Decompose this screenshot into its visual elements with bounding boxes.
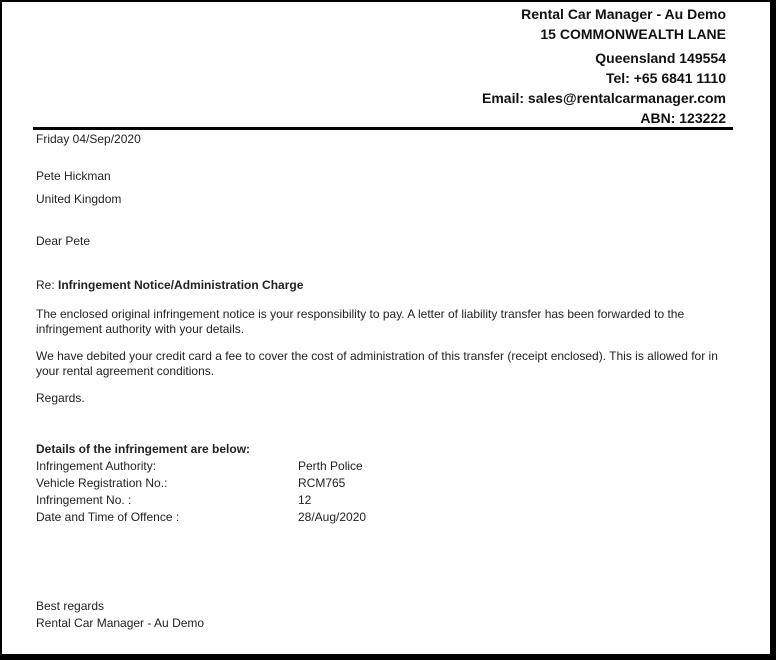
detail-label-authority: Infringement Authority: <box>36 459 157 473</box>
regards-text: Regards. <box>36 391 85 405</box>
recipient-name: Pete Hickman <box>36 169 111 183</box>
company-region: Queensland 149554 <box>595 50 726 66</box>
detail-label-registration: Vehicle Registration No.: <box>36 476 168 490</box>
closing-text: Best regards <box>36 599 105 613</box>
recipient-country: United Kingdom <box>36 192 122 206</box>
letter-date: Friday 04/Sep/2020 <box>36 132 141 146</box>
letter-document <box>2 2 774 658</box>
header-divider <box>33 127 733 130</box>
detail-label-offence-date: Date and Time of Offence : <box>36 510 180 524</box>
salutation: Dear Pete <box>36 234 91 248</box>
detail-value-authority: Perth Police <box>298 459 363 473</box>
detail-value-infringement-no: 12 <box>298 493 312 507</box>
paragraph-liability: The enclosed original infringement notice is your responsibility to pay. A letter of liability transfer has been forwarded to the infringement authority with your details. <box>36 307 685 336</box>
company-address: 15 COMMONWEALTH LANE <box>540 26 726 42</box>
company-name: Rental Car Manager - Au Demo <box>521 6 726 22</box>
subject-text: Infringement Notice/Administration Charge <box>58 278 304 292</box>
subject-line <box>36 278 303 292</box>
detail-value-registration: RCM765 <box>298 476 346 490</box>
company-abn: ABN: 123222 <box>640 110 726 126</box>
company-email: Email: sales@rentalcarmanager.com <box>482 90 726 106</box>
company-phone: Tel: +65 6841 1110 <box>605 70 726 86</box>
signature-text: Rental Car Manager - Au Demo <box>36 616 205 630</box>
detail-label-infringement-no: Infringement No. : <box>36 493 132 507</box>
paragraph-admin-fee: We have debited your credit card a fee to cover the cost of administration of this transfer (receipt enclosed). This is allowed for in your rental agreement conditions. <box>36 349 718 378</box>
subject-prefix: Re: <box>36 278 59 292</box>
details-heading: Details of the infringement are below: <box>36 442 251 456</box>
detail-value-offence-date: 28/Aug/2020 <box>298 510 367 524</box>
